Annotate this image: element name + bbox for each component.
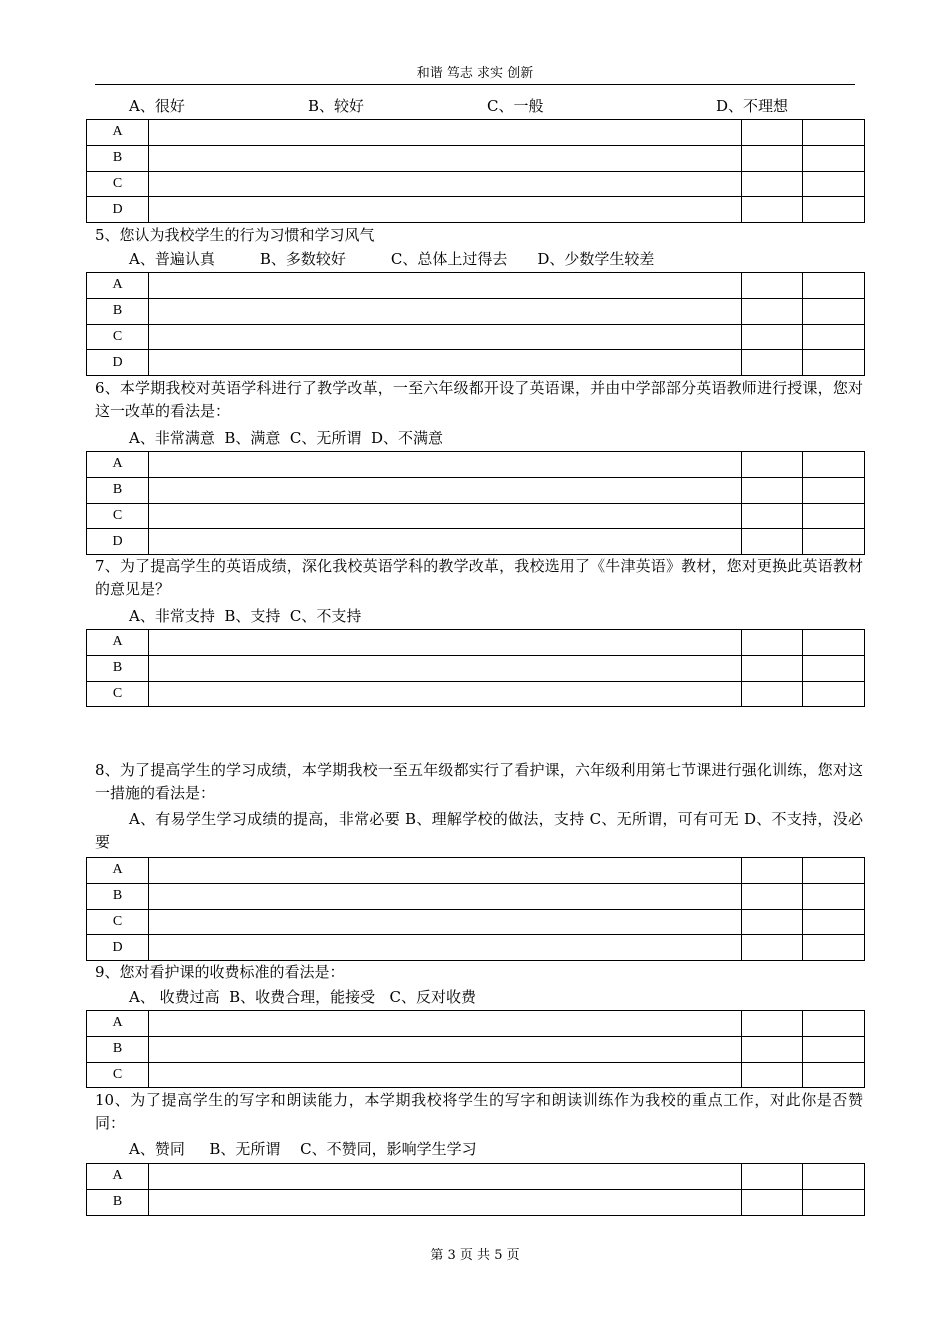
answer-cell[interactable]	[803, 477, 865, 503]
q4-option-a: A、很好	[129, 97, 185, 115]
row-label: C	[87, 681, 149, 707]
q8-question: 8、为了提高学生的学习成绩，本学期我校一至五年级都实行了看护课，六年级利用第七节课进行强化训练，您对这一措施的看法是：	[95, 761, 863, 802]
answer-cell[interactable]	[149, 630, 742, 656]
answer-cell[interactable]	[149, 858, 742, 884]
answer-cell[interactable]	[149, 909, 742, 935]
answer-cell[interactable]	[803, 935, 865, 961]
table-row	[87, 1036, 865, 1062]
answer-cell[interactable]	[149, 120, 742, 146]
answer-cell[interactable]	[149, 350, 742, 376]
answer-cell[interactable]	[149, 477, 742, 503]
answer-cell[interactable]	[742, 1011, 803, 1037]
table-row	[87, 630, 865, 656]
answer-cell[interactable]	[803, 350, 865, 376]
table-row	[87, 1062, 865, 1088]
q9-options: A、 收费过高 B、收费合理，能接受 C、反对收费	[129, 988, 476, 1006]
q5-answer-table	[86, 272, 865, 376]
row-label: A	[87, 273, 149, 299]
q6-answer-table	[86, 451, 865, 555]
answer-cell[interactable]	[149, 1062, 742, 1088]
table-row	[87, 298, 865, 324]
answer-cell[interactable]	[149, 1164, 742, 1190]
table-row	[87, 1011, 865, 1037]
row-label: A	[87, 1011, 149, 1037]
answer-cell[interactable]	[742, 298, 803, 324]
q10-question: 10、为了提高学生的写字和朗读能力，本学期我校将学生的写字和朗读训练作为我校的重点工作，对此你是否赞同：	[95, 1091, 863, 1132]
answer-cell[interactable]	[803, 681, 865, 707]
row-label: C	[87, 503, 149, 529]
row-label: C	[87, 171, 149, 197]
table-row	[87, 1189, 865, 1215]
answer-cell[interactable]	[149, 197, 742, 223]
answer-cell[interactable]	[149, 935, 742, 961]
answer-cell[interactable]	[742, 171, 803, 197]
table-row	[87, 1164, 865, 1190]
answer-cell[interactable]	[742, 1036, 803, 1062]
row-label: D	[87, 935, 149, 961]
row-label: B	[87, 883, 149, 909]
row-label: B	[87, 477, 149, 503]
answer-cell[interactable]	[742, 273, 803, 299]
answer-cell[interactable]	[149, 145, 742, 171]
table-row	[87, 350, 865, 376]
row-label: A	[87, 452, 149, 478]
q5-question: 5、您认为我校学生的行为习惯和学习风气	[95, 226, 375, 244]
table-row	[87, 273, 865, 299]
q10-options: A、赞同 B、无所谓 C、不赞同，影响学生学习	[129, 1140, 477, 1158]
answer-cell[interactable]	[742, 935, 803, 961]
table-row	[87, 171, 865, 197]
answer-cell[interactable]	[742, 681, 803, 707]
page-number: 第 3 页 共 5 页	[430, 1248, 520, 1263]
table-row	[87, 681, 865, 707]
row-label: D	[87, 350, 149, 376]
row-label: A	[87, 1164, 149, 1190]
answer-cell[interactable]	[742, 1164, 803, 1190]
answer-cell[interactable]	[742, 452, 803, 478]
answer-cell[interactable]	[149, 1011, 742, 1037]
answer-cell[interactable]	[742, 120, 803, 146]
answer-cell[interactable]	[149, 273, 742, 299]
answer-cell[interactable]	[803, 1036, 865, 1062]
table-row	[87, 529, 865, 555]
answer-cell[interactable]	[803, 1164, 865, 1190]
answer-cell[interactable]	[803, 1011, 865, 1037]
answer-cell[interactable]	[742, 529, 803, 555]
row-label: C	[87, 1062, 149, 1088]
row-label: A	[87, 630, 149, 656]
answer-cell[interactable]	[803, 298, 865, 324]
table-row	[87, 655, 865, 681]
row-label: B	[87, 655, 149, 681]
answer-cell[interactable]	[149, 883, 742, 909]
answer-cell[interactable]	[803, 324, 865, 350]
header-divider	[95, 84, 855, 85]
answer-cell[interactable]	[149, 1189, 742, 1215]
table-row	[87, 145, 865, 171]
q6-options: A、非常满意 B、满意 C、无所谓 D、不满意	[129, 429, 443, 447]
answer-cell[interactable]	[742, 858, 803, 884]
answer-cell[interactable]	[803, 1189, 865, 1215]
page-header-motto: 和谐 笃志 求实 创新	[416, 66, 534, 81]
answer-cell[interactable]	[742, 655, 803, 681]
table-row	[87, 909, 865, 935]
q7-question: 7、为了提高学生的英语成绩，深化我校英语学科的教学改革，我校选用了《牛津英语》教材，您对更换此英语教材的意见是？	[95, 557, 863, 598]
answer-cell[interactable]	[803, 883, 865, 909]
answer-cell[interactable]	[803, 909, 865, 935]
q4-option-c: C、一般	[487, 97, 544, 115]
row-label: B	[87, 1036, 149, 1062]
q9-question: 9、您对看护课的收费标准的看法是：	[95, 963, 345, 981]
row-label: A	[87, 120, 149, 146]
q8-answer-table	[86, 857, 865, 961]
answer-cell[interactable]	[803, 503, 865, 529]
answer-cell[interactable]	[803, 120, 865, 146]
q7-answer-table	[86, 629, 865, 707]
answer-cell[interactable]	[742, 145, 803, 171]
row-label: C	[87, 909, 149, 935]
table-row	[87, 452, 865, 478]
row-label: C	[87, 324, 149, 350]
answer-cell[interactable]	[803, 858, 865, 884]
table-row	[87, 883, 865, 909]
answer-cell[interactable]	[149, 1036, 742, 1062]
q7-options: A、非常支持 B、支持 C、不支持	[129, 607, 362, 625]
table-row	[87, 324, 865, 350]
row-label: D	[87, 529, 149, 555]
answer-cell[interactable]	[149, 298, 742, 324]
answer-cell[interactable]	[803, 1062, 865, 1088]
q4-option-d: D、不理想	[716, 97, 789, 115]
answer-cell[interactable]	[742, 477, 803, 503]
answer-cell[interactable]	[742, 1062, 803, 1088]
answer-cell[interactable]	[803, 655, 865, 681]
answer-cell[interactable]	[803, 452, 865, 478]
q6-question: 6、本学期我校对英语学科进行了教学改革，一至六年级都开设了英语课，并由中学部部分英语教师进行授课，您对这一改革的看法是：	[95, 379, 863, 420]
answer-cell[interactable]	[149, 452, 742, 478]
q5-options: A、普遍认真 B、多数较好 C、总体上过得去 D、少数学生较差	[129, 250, 655, 268]
answer-cell[interactable]	[742, 197, 803, 223]
answer-cell[interactable]	[803, 273, 865, 299]
answer-cell[interactable]	[803, 630, 865, 656]
answer-cell[interactable]	[742, 1189, 803, 1215]
answer-cell[interactable]	[742, 503, 803, 529]
q4-answer-table	[86, 119, 865, 223]
answer-cell[interactable]	[803, 171, 865, 197]
answer-cell[interactable]	[149, 324, 742, 350]
table-row	[87, 120, 865, 146]
row-label: B	[87, 145, 149, 171]
table-row	[87, 197, 865, 223]
answer-cell[interactable]	[149, 681, 742, 707]
table-row	[87, 935, 865, 961]
answer-cell[interactable]	[149, 529, 742, 555]
answer-cell[interactable]	[803, 145, 865, 171]
table-row	[87, 477, 865, 503]
answer-cell[interactable]	[149, 655, 742, 681]
answer-cell[interactable]	[803, 529, 865, 555]
q10-answer-table	[86, 1163, 865, 1216]
answer-cell[interactable]	[742, 630, 803, 656]
answer-cell[interactable]	[742, 350, 803, 376]
q4-option-b: B、较好	[308, 97, 365, 115]
row-label: A	[87, 858, 149, 884]
q8-options: A、有易学生学习成绩的提高，非常必要 B、理解学校的做法，支持 C、无所谓，可有可无 D、不支持，没必要	[95, 810, 863, 851]
answer-cell[interactable]	[149, 503, 742, 529]
answer-cell[interactable]	[803, 197, 865, 223]
answer-cell[interactable]	[742, 909, 803, 935]
row-label: D	[87, 197, 149, 223]
table-row	[87, 503, 865, 529]
row-label: B	[87, 1189, 149, 1215]
row-label: B	[87, 298, 149, 324]
answer-cell[interactable]	[149, 171, 742, 197]
answer-cell[interactable]	[742, 324, 803, 350]
table-row	[87, 858, 865, 884]
answer-cell[interactable]	[742, 883, 803, 909]
q9-answer-table	[86, 1010, 865, 1088]
